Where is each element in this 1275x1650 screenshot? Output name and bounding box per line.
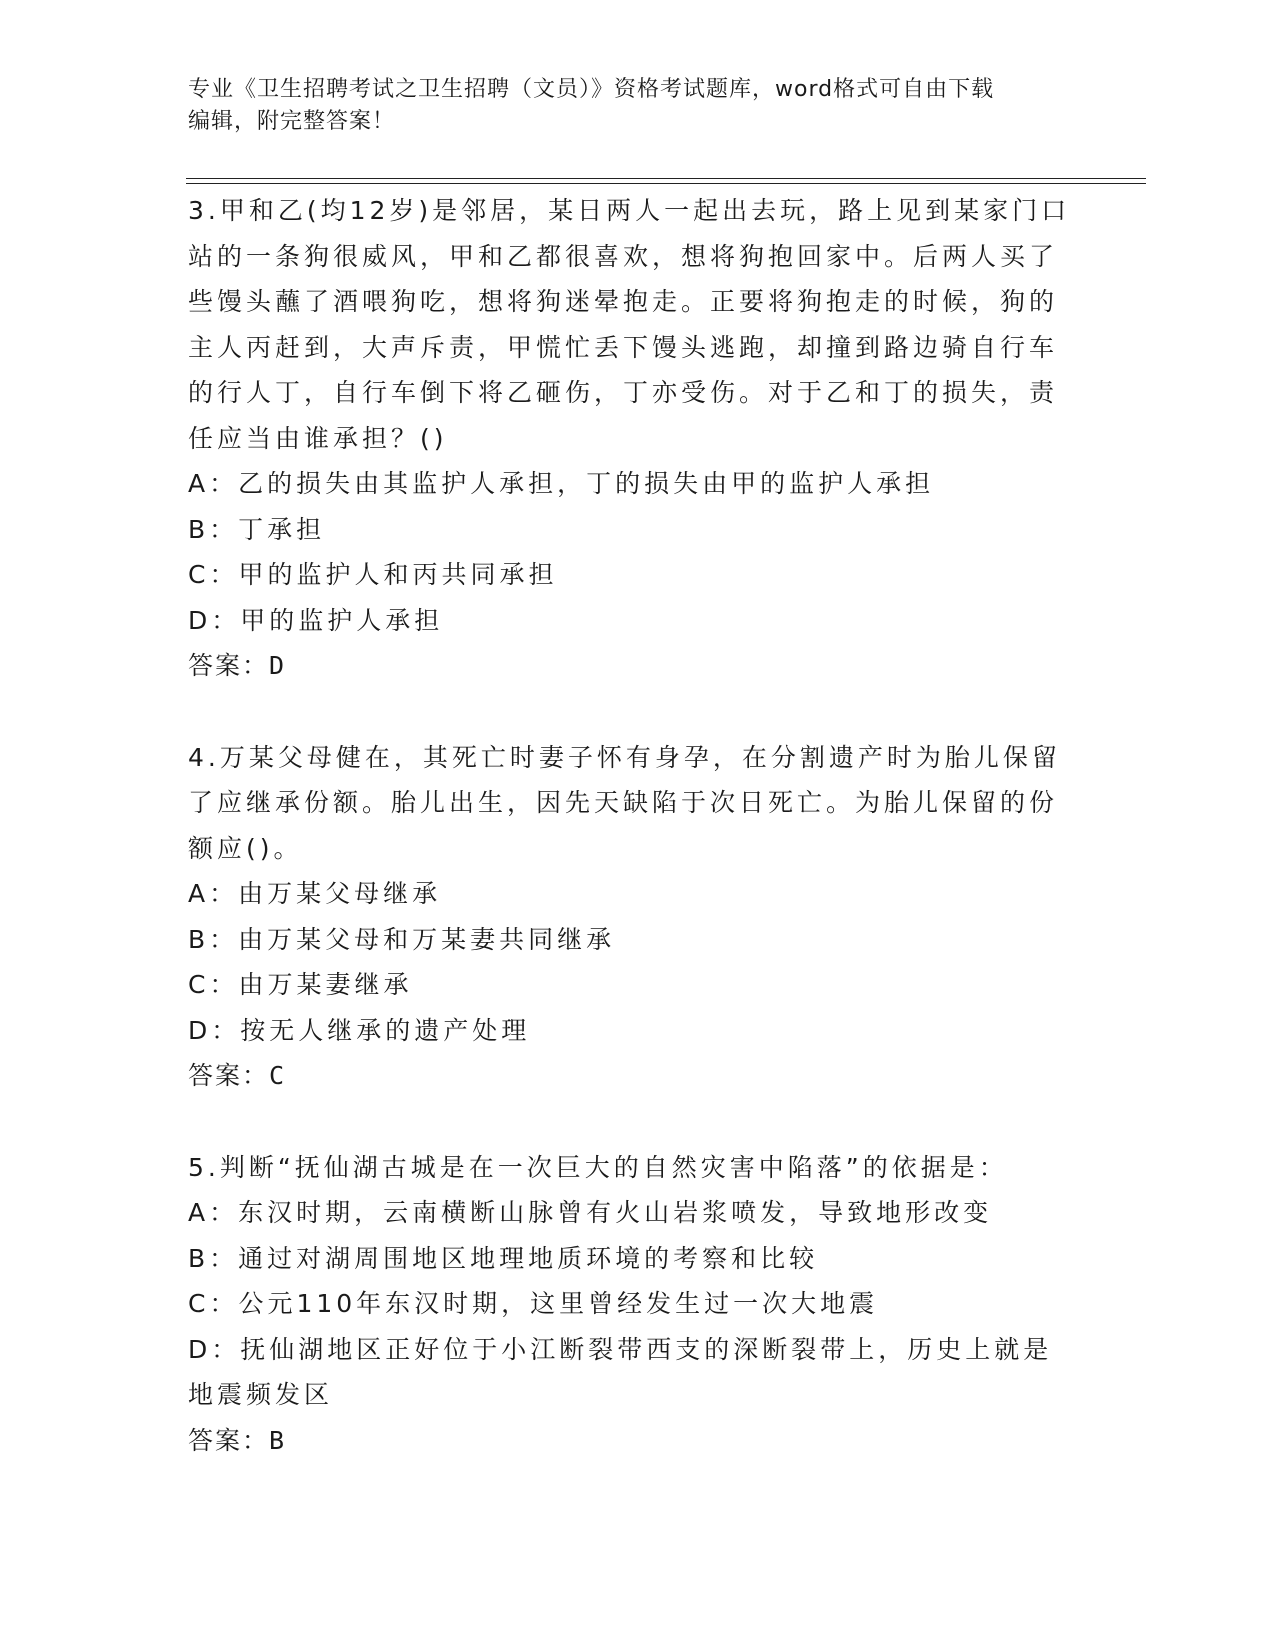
answer-line	[188, 643, 1078, 689]
question-spacer	[188, 689, 1078, 735]
page-header	[188, 74, 1088, 138]
option-b: B：通过对湖周围地区地理地质环境的考察和比较	[188, 1243, 819, 1273]
option-d: D：甲的监护人承担	[188, 605, 444, 635]
option-c: C：公元110年东汉时期，这里曾经发生过一次大地震	[188, 1289, 879, 1318]
option-a: A：由万某父母继承	[188, 879, 442, 908]
option-d: D：抚仙湖地区正好位于小江断裂带西支的深断裂带上，历史上就是地震频发区	[188, 1334, 1053, 1409]
option-b: B：由万某父母和万某妻共同继承	[188, 924, 616, 954]
header-line-1: 专业《卫生招聘考试之卫生招聘（文员）》资格考试题库，word格式可自由下载	[188, 77, 995, 102]
question-stem: 3.甲和乙(均12岁)是邻居，某日两人一起出去玩，路上见到某家门口站的一条狗很威风，甲和乙都很喜欢，想将狗抱回家中。后两人买了些馒头蘸了酒喂狗吃，想将狗迷晕抱走。正要将狗抱走的时候，狗的主人丙赶到，大声斥责，甲慌忙丢下馒头逃跑，却撞到路边骑自行车的行人丁，自行车倒下将乙砸伤，丁亦受伤。对于乙和丁的损失，责任应当由谁承担？()	[188, 196, 1071, 453]
question-spacer	[188, 1099, 1078, 1145]
header-divider-top	[186, 178, 1146, 179]
answer-line	[188, 1418, 1078, 1464]
answer-label: 答案：	[188, 651, 270, 680]
question-3	[188, 188, 1078, 689]
answer-value: B	[269, 1425, 285, 1455]
answer-line	[188, 1053, 1078, 1099]
answer-label: 答案：	[188, 1061, 270, 1090]
question-list	[188, 188, 1078, 1463]
option-b: B：丁承担	[188, 514, 326, 544]
option-a: A：乙的损失由其监护人承担，丁的损失由甲的监护人承担	[188, 469, 935, 498]
option-c: C：甲的监护人和丙共同承担	[188, 560, 558, 589]
question-5	[188, 1145, 1078, 1464]
option-a: A：东汉时期，云南横断山脉曾有火山岩浆喷发，导致地形改变	[188, 1198, 993, 1227]
header-divider-bottom	[186, 183, 1146, 184]
option-d: D：按无人继承的遗产处理	[188, 1015, 531, 1045]
answer-label: 答案：	[188, 1425, 270, 1455]
header-line-2: 编辑，附完整答案！	[188, 109, 396, 134]
option-c: C：由万某妻继承	[188, 970, 413, 999]
answer-value: C	[269, 1061, 285, 1090]
question-stem: 5.判断“抚仙湖古城是在一次巨大的自然灾害中陷落”的依据是：	[188, 1152, 1008, 1182]
question-4	[188, 735, 1078, 1099]
answer-value: D	[269, 651, 285, 680]
question-stem: 4.万某父母健在，其死亡时妻子怀有身孕，在分割遗产时为胎儿保留了应继承份额。胎儿出生，因先天缺陷于次日死亡。为胎儿保留的份额应()。	[188, 742, 1061, 863]
